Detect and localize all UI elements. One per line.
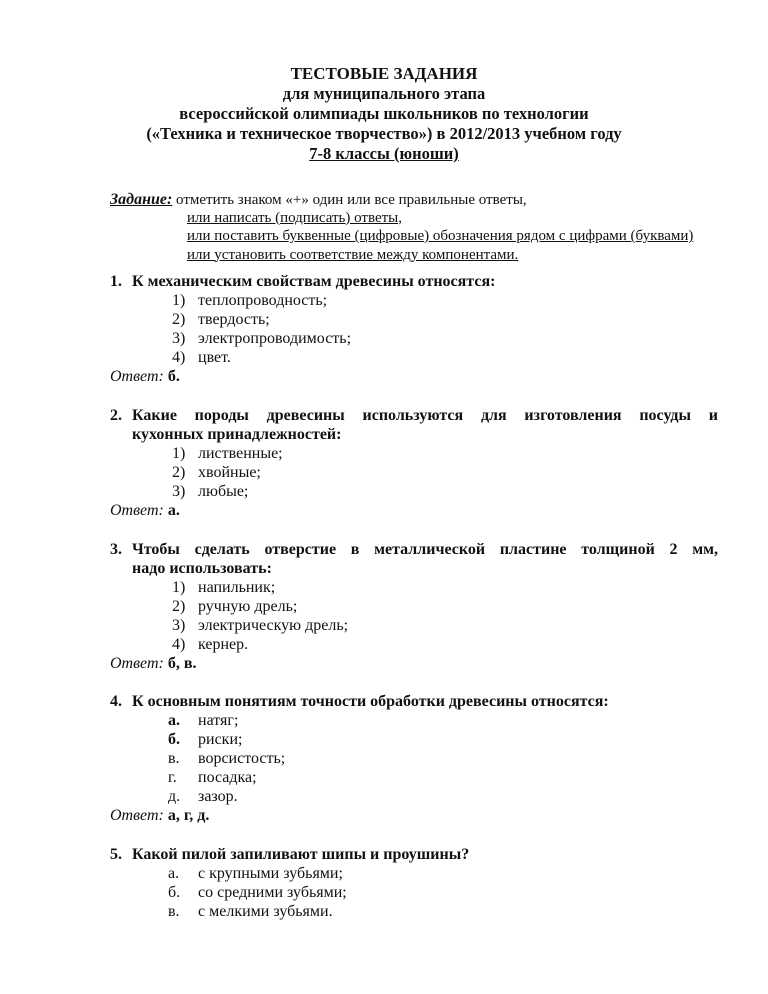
question-5	[110, 845, 718, 921]
option-marker: 3)	[172, 330, 186, 347]
question-number: 5.	[110, 846, 122, 863]
task-line: или написать (подписать) ответы,	[187, 209, 403, 226]
question-title-cont	[110, 559, 718, 578]
option-text: электропроводимость;	[198, 330, 352, 347]
answer-label: Ответ:	[110, 368, 164, 385]
option-text: со средними зубьями;	[198, 884, 347, 901]
option[interactable]	[168, 787, 718, 806]
option[interactable]	[172, 444, 718, 463]
option-text: напильник;	[198, 579, 276, 596]
option-text: кернер.	[198, 636, 249, 653]
option-marker: д.	[168, 788, 181, 805]
task-line: или поставить буквенные (цифровые) обозначения рядом с цифрами (буквами)	[187, 228, 694, 244]
option[interactable]	[172, 482, 718, 501]
answer-value: б.	[167, 368, 180, 385]
header-line-olympiad: всероссийской олимпиады школьников по технологии	[179, 104, 589, 123]
option[interactable]	[172, 348, 718, 367]
question-text: надо использовать:	[132, 560, 272, 577]
option-text: с крупными зубьями;	[198, 865, 343, 882]
option-list	[172, 444, 718, 501]
option[interactable]	[168, 768, 718, 787]
option[interactable]	[172, 616, 718, 635]
option-text: риски;	[198, 731, 243, 748]
option[interactable]	[172, 329, 718, 348]
question-number: 2.	[110, 407, 122, 424]
header-line-section: («Техника и техническое творчество») в 2012/2013 учебном году	[146, 124, 622, 143]
option-marker: г.	[168, 769, 177, 786]
option-list	[168, 711, 718, 806]
option-list	[168, 864, 718, 921]
option[interactable]	[172, 291, 718, 310]
option[interactable]	[172, 463, 718, 482]
question-title	[110, 540, 718, 559]
document-header	[0, 64, 768, 164]
question-2	[110, 406, 718, 520]
option-marker: 4)	[172, 636, 186, 653]
question-1	[110, 272, 718, 386]
option-text: ручную дрель;	[198, 598, 298, 615]
option-marker: 2)	[172, 464, 186, 481]
option-text: ворсистость;	[198, 750, 286, 767]
answer-label: Ответ:	[110, 502, 164, 519]
option-marker: а.	[168, 712, 180, 729]
answer	[110, 367, 718, 386]
option-marker: 2)	[172, 598, 186, 615]
option-text: зазор.	[198, 788, 238, 805]
option-marker: 4)	[172, 349, 186, 366]
question-text: Какой пилой запиливают шипы и проушины?	[132, 846, 470, 863]
document-title: ТЕСТОВЫЕ ЗАДАНИЯ	[290, 64, 478, 83]
question-title	[110, 272, 718, 291]
task-instructions	[110, 190, 693, 264]
option[interactable]	[168, 883, 718, 902]
option-marker: 1)	[172, 292, 186, 309]
question-number: 1.	[110, 273, 122, 290]
option-marker: в.	[168, 903, 180, 920]
option-list	[172, 578, 718, 654]
option-text: теплопроводность;	[198, 292, 328, 309]
option-marker: 3)	[172, 617, 186, 634]
option[interactable]	[172, 310, 718, 329]
option-marker: б.	[168, 731, 180, 748]
option[interactable]	[168, 902, 718, 921]
header-line-grade: 7-8 классы (юноши)	[309, 144, 459, 163]
option[interactable]	[168, 711, 718, 730]
question-text: К механическим свойствам древесины относятся:	[132, 273, 496, 290]
option-marker: 1)	[172, 445, 186, 462]
option-text: любые;	[198, 483, 249, 500]
task-row-1	[110, 190, 693, 209]
question-text: Какие породы древесины используются для изготовления посуды и	[132, 407, 718, 424]
option-text: с мелкими зубьями.	[198, 903, 333, 920]
answer	[110, 806, 718, 825]
option[interactable]	[168, 864, 718, 883]
question-4	[110, 692, 718, 825]
question-title-cont	[110, 425, 718, 444]
answer	[110, 654, 718, 673]
option-text: хвойные;	[198, 464, 261, 481]
answer-label: Ответ:	[110, 807, 164, 824]
option-text: цвет.	[198, 349, 231, 366]
option-text: электрическую дрель;	[198, 617, 349, 634]
question-text: Чтобы сделать отверстие в металлической пластине толщиной 2 мм,	[132, 541, 718, 558]
option[interactable]	[172, 635, 718, 654]
option-marker: 2)	[172, 311, 186, 328]
option[interactable]	[168, 730, 718, 749]
option-list	[172, 291, 718, 367]
option-marker: б.	[168, 884, 181, 901]
answer-value: а, г, д.	[167, 807, 210, 824]
option-marker: в.	[168, 750, 180, 767]
option[interactable]	[172, 597, 718, 616]
option[interactable]	[172, 578, 718, 597]
option-text: лиственные;	[198, 445, 283, 462]
question-title	[110, 845, 718, 864]
question-3	[110, 540, 718, 673]
option-marker: а.	[168, 865, 180, 882]
option-marker: 3)	[172, 483, 186, 500]
question-text: К основным понятиям точности обработки древесины относятся:	[132, 693, 609, 710]
header-line-stage: для муниципального этапа	[282, 84, 486, 103]
option-marker: 1)	[172, 579, 186, 596]
task-label: Задание:	[110, 191, 173, 208]
option[interactable]	[168, 749, 718, 768]
question-title	[110, 406, 718, 425]
task-line: или установить соответствие между компонентами.	[187, 246, 519, 263]
question-title	[110, 692, 718, 711]
answer-value: а.	[167, 502, 180, 519]
option-text: твердость;	[198, 311, 270, 328]
option-text: посадка;	[198, 769, 257, 786]
answer-label: Ответ:	[110, 655, 164, 672]
task-line: отметить знаком «+» один или все правильные ответы,	[176, 192, 527, 208]
question-text: кухонных принадлежностей:	[132, 426, 342, 443]
answer	[110, 501, 718, 520]
option-text: натяг;	[198, 712, 239, 729]
answer-value: б, в.	[167, 655, 197, 672]
question-number: 3.	[110, 541, 122, 558]
question-number: 4.	[110, 693, 122, 710]
